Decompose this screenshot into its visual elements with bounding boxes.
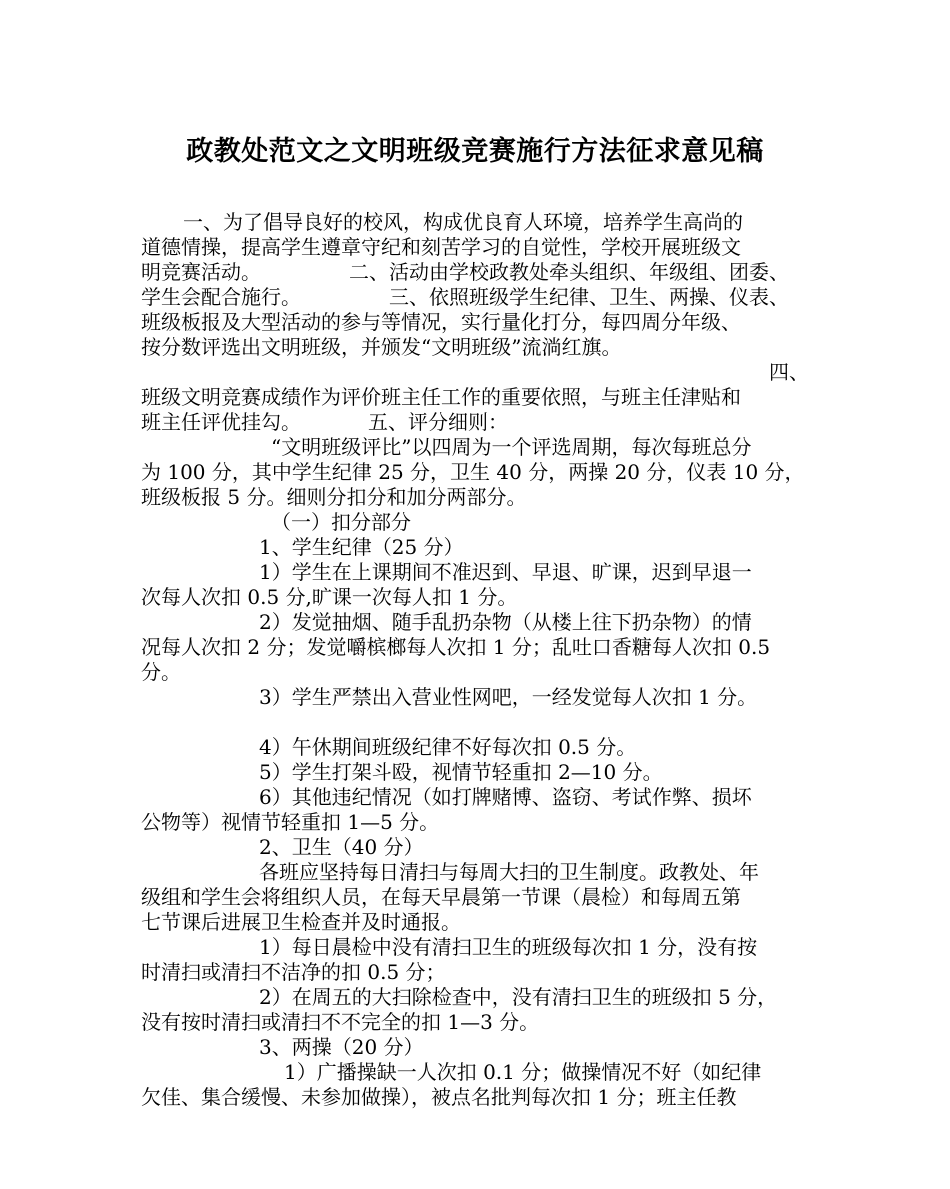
text-line [141, 260, 831, 285]
document-body [141, 210, 831, 1110]
text-line: 5）学生打架斗殴，视情节轻重扣 2—10 分。 [259, 760, 663, 784]
text-line: 按分数评选出文明班级，并颁发“文明班级”流淌红旗。 [141, 335, 622, 359]
text-segment: 四、 [769, 360, 809, 384]
text-line: 2）发觉抽烟、随手乱扔杂物（从楼上往下扔杂物）的情 [259, 610, 752, 634]
text-line: 道德情操，提高学生遵章守纪和刻苦学习的自觉性，学校开展班级文 [141, 235, 741, 259]
text-line: 1、学生纪律（25 分） [259, 535, 464, 559]
text-line: 6）其他违纪情况（如打牌赌博、盗窃、考试作弊、损坏 [259, 785, 752, 809]
text-line: 次每人次扣 0.5 分,旷课一次每人扣 1 分。 [141, 585, 518, 609]
text-line: 分。 [141, 660, 181, 684]
text-line [141, 410, 831, 435]
text-line: 时清扫或清扫不洁净的扣 0.5 分； [141, 960, 446, 984]
text-line: 3、两操（20 分） [259, 1035, 424, 1059]
text-line: 没有按时清扫或清扫不不完全的扣 1—3 分。 [141, 1010, 540, 1034]
text-line: 班级板报 5 分。细则分扣分和加分两部分。 [141, 485, 527, 509]
text-line: 欠佳、集合缓慢、未参加做操），被点名批判每次扣 1 分；班主任教 [141, 1085, 737, 1109]
text-segment: 明竞赛活动。 [141, 260, 261, 284]
text-line: 3）学生严禁出入营业性网吧，一经发觉每人次扣 1 分。 [259, 685, 758, 709]
text-segment: 学生会配合施行。 [141, 285, 301, 309]
text-line: 班级文明竞赛成绩作为评价班主任工作的重要依照，与班主任津贴和 [141, 385, 741, 409]
text-line: 1）广播操缺一人次扣 0.1 分；做操情况不好（如纪律 [284, 1060, 762, 1084]
text-line: 级组和学生会将组织人员，在每天早晨第一节课（晨检）和每周五第 [141, 885, 741, 909]
text-segment: 三、依照班级学生纪律、卫生、两操、仪表、 [389, 285, 789, 309]
text-segment: 五、评分细则： [368, 410, 508, 434]
text-line: 4）午休期间班级纪律不好每次扣 0.5 分。 [259, 735, 637, 759]
text-line: 况每人次扣 2 分；发觉嚼槟榔每人次扣 1 分；乱吐口香糖每人次扣 0.5 [141, 635, 771, 659]
text-line [141, 285, 831, 310]
text-segment: 二、活动由学校政教处牵头组织、年级组、团委、 [349, 260, 789, 284]
text-line: 七节课后进展卫生检查并及时通报。 [141, 910, 461, 934]
text-line: 2）在周五的大扫除检查中，没有清扫卫生的班级扣 5 分， [259, 985, 778, 1009]
document-title: 政教处范文之文明班级竞赛施行方法征求意见稿 [186, 136, 764, 167]
text-line: 公物等）视情节轻重扣 1—5 分。 [141, 810, 440, 834]
text-line: 各班应坚持每日清扫与每周大扫的卫生制度。政教处、年 [259, 860, 759, 884]
text-line: 1）每日晨检中没有清扫卫生的班级每次扣 1 分，没有按 [259, 935, 758, 959]
text-line: 2、卫生（40 分） [259, 835, 424, 859]
text-line: 为 100 分，其中学生纪律 25 分，卫生 40 分，两操 20 分，仪表 10 分， [141, 460, 805, 484]
text-line: 1）学生在上课期间不准迟到、早退、旷课，迟到早退一 [259, 560, 752, 584]
text-line: 班级板报及大型活动的参与等情况，实行量化打分，每四周分年级、 [141, 310, 741, 334]
text-line: （一）扣分部分 [271, 510, 411, 534]
text-line: “文明班级评比”以四周为一个评选周期，每次每班总分 [271, 435, 752, 459]
text-segment: 班主任评优挂勾。 [141, 410, 301, 434]
text-line: 一、为了倡导良好的校风，构成优良育人环境，培养学生高尚的 [183, 210, 743, 234]
text-line [141, 360, 831, 385]
blank-line [141, 710, 831, 735]
